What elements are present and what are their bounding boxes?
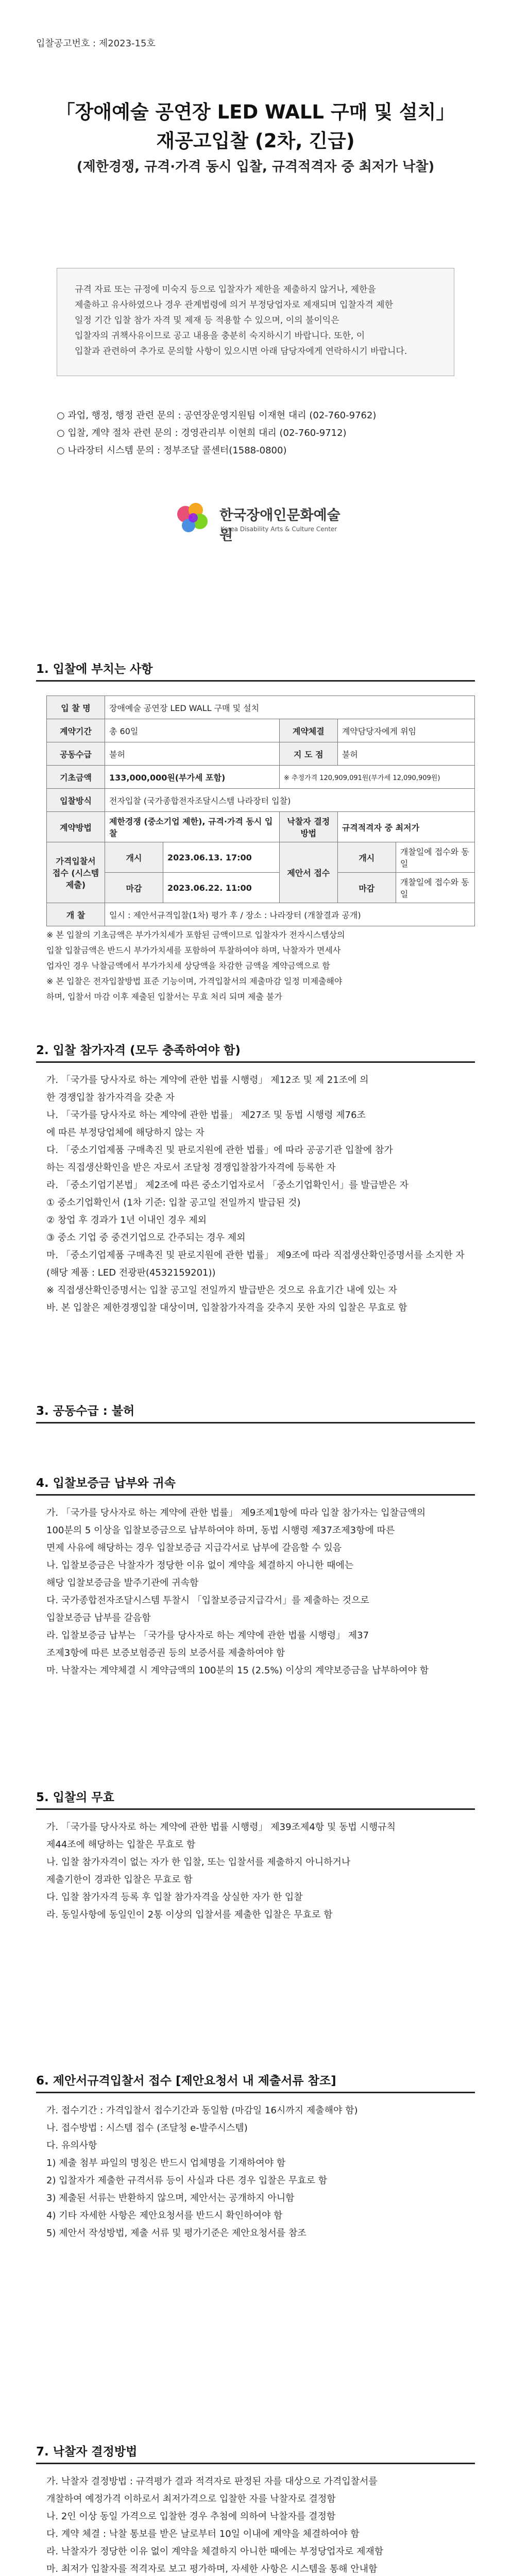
- table-cell: 개찰일에 접수와 동일: [396, 842, 474, 873]
- logo-mark-icon: [170, 495, 216, 541]
- section-1-notes: [46, 927, 475, 1005]
- table-cell: 계약담당자에게 위임: [337, 719, 474, 742]
- notice-number: 입찰공고번호 : 제2023-15호: [36, 38, 156, 49]
- para-line: 다. 계약 체결 : 낙찰 통보를 받은 날로부터 10일 이내에 계약을 체결하여야 함: [46, 2529, 360, 2539]
- title-line-1: 「장애예술 공연장 LED WALL 구매 및 설치」: [56, 101, 455, 123]
- table-cell: 불허: [337, 742, 474, 766]
- notice-box-line: 입찰자의 귀책사유이므로 공고 내용을 충분히 숙지하시기 바랍니다. 또한, 이: [75, 331, 365, 341]
- para-line: 마. 낙찰자는 계약체결 시 계약금액의 100분의 15 (2.5%) 이상의 계약보증금을 납부하여야 함: [46, 1665, 429, 1676]
- table-cell-header: 개 찰: [47, 903, 105, 926]
- section-divider: [36, 1494, 475, 1496]
- contact-line: ○ 나라장터 시스템 문의 : 정부조달 콜센터(1588-0800): [57, 445, 287, 456]
- section-title: 7. 낙찰자 결정방법: [36, 2445, 138, 2459]
- section-title: 6. 제안서규격입찰서 접수 [제안요청서 내 제출서류 참조]: [36, 2074, 336, 2088]
- table-cell-header: 마감: [337, 873, 396, 903]
- table-row: [47, 789, 475, 812]
- table-cell: 불허: [105, 742, 280, 766]
- para-line: 가. 「국가를 당사자로 하는 계약에 관한 법률 시행령」 제39조제4항 및 동법 시행규칙: [46, 1822, 396, 1833]
- para-line: 나. 접수방법 : 시스템 접수 (조달청 e-발주시스템): [46, 2123, 248, 2133]
- para-line: 가. 「국가를 당사자로 하는 계약에 관한 법률 시행령」 제12조 및 제 21조에 의: [46, 1075, 369, 1086]
- contact-line: ○ 입찰, 계약 절차 관련 문의 : 경영관리부 이현희 대리 (02-760-9712): [57, 428, 347, 438]
- section-6-body: [46, 2102, 475, 2242]
- section-7-body: [46, 2473, 475, 2576]
- para-line: 100분의 5 이상을 입찰보증금으로 납부하여야 하며, 동법 시행령 제37조제3항에 따른: [46, 1525, 395, 1536]
- note-line: ※ 본 입찰은 전자입찰방법 표준 기능이며, 가격입찰서의 제출마감 일정 미제출해야: [46, 976, 343, 986]
- section-title: 3. 공동수급 : 불허: [36, 1404, 135, 1418]
- para-line: 에 따른 부정당업체에 해당하지 않는 자: [46, 1127, 205, 1138]
- section-divider: [36, 1808, 475, 1810]
- para-line: 다. 유의사항: [46, 2140, 97, 2151]
- table-cell-header: 계약방법: [47, 812, 105, 842]
- table-cell-header: 낙찰자 결정방법: [279, 812, 337, 842]
- table-cell-header: 계약체결: [279, 719, 337, 742]
- table-cell-header: 개시: [337, 842, 396, 873]
- section-divider: [36, 1061, 475, 1063]
- logo-name-en: Korea Disability Arts & Culture Center: [220, 526, 337, 533]
- table-row: [47, 903, 475, 926]
- para-line: ※ 직접생산확인증명서는 입찰 공고일 전일까지 발급받은 것으로 유효기간 내에 있는 자: [46, 1285, 397, 1296]
- para-line: 라. 낙찰자가 정당한 이유 없이 계약을 체결하지 아니한 때에는 부정당업자로 제재함: [46, 2546, 384, 2557]
- para-line: 다. 「중소기업제품 구매촉진 및 판로지원에 관한 법률」에 따라 공공기관 입찰에 참가: [46, 1145, 393, 1156]
- note-line: 입찰 입찰금액은 반드시 부가가치세를 포함하여 투찰하여야 하며, 낙찰자가 면세사: [46, 945, 341, 955]
- table-cell-header: 제안서 접수: [279, 842, 337, 903]
- title-block: [36, 98, 475, 178]
- table-cell-header: 계약기간: [47, 719, 105, 742]
- para-line: 제출기한이 경과한 입찰은 무효로 함: [46, 1874, 193, 1885]
- bid-spec-table: [46, 696, 475, 926]
- para-line: 가. 「국가를 당사자로 하는 계약에 관한 법률」 제9조제1항에 따라 입찰 참가자는 입찰금액의: [46, 1507, 426, 1518]
- table-cell-header: 입찰방식: [47, 789, 105, 812]
- section-title: 5. 입찰의 무효: [36, 1791, 114, 1804]
- para-line: 1) 제출 첨부 파일의 명칭은 반드시 업체명을 기재하여야 함: [46, 2158, 286, 2168]
- para-line: 조제3항에 따른 보증보험증권 등의 보증서를 제출하여야 함: [46, 1648, 285, 1658]
- notice-box: [57, 268, 454, 376]
- table-cell: 전자입찰 (국가종합전자조달시스템 나라장터 입찰): [105, 789, 475, 812]
- table-cell-header: 입 찰 명: [47, 696, 105, 719]
- section-4-body: [46, 1504, 475, 1680]
- section-divider: [36, 680, 475, 682]
- table-cell: 총 60일: [105, 719, 280, 742]
- para-line: 제44조에 해당하는 입찰은 무효로 함: [46, 1839, 196, 1850]
- section-title: 2. 입찰 참가자격 (모두 충족하여야 함): [36, 1044, 241, 1057]
- table-row: [47, 719, 475, 742]
- para-line: 3) 제출된 서류는 반환하지 않으며, 제안서는 공개하지 아니함: [46, 2193, 295, 2204]
- note-line: ※ 본 입찰의 기초금액은 부가가치세가 포함된 금액이므로 입찰자가 전자시스템상의: [46, 930, 345, 940]
- para-line: 나. 「국가를 당사자로 하는 계약에 관한 법률」 제27조 및 동법 시행령 제76조: [46, 1110, 366, 1121]
- notice-box-line: 일정 기간 입찰 참가 자격 및 제재 등 적용할 수 있으며, 이의 불이익은: [75, 315, 339, 326]
- section-divider: [36, 2463, 475, 2464]
- para-line: 라. 「중소기업기본법」 제2조에 따른 중소기업자로서 「중소기업확인서」를 발급받은 자: [46, 1180, 409, 1191]
- table-cell-header: 기초금액: [47, 766, 105, 789]
- table-row: [47, 742, 475, 766]
- table-cell-header: 마감: [105, 873, 163, 903]
- table-row: [47, 873, 475, 903]
- table-row: [47, 766, 475, 789]
- para-line: 나. 입찰보증금은 낙찰자가 정당한 이유 없이 계약을 체결하지 아니한 때에는: [46, 1560, 354, 1571]
- table-row: [47, 812, 475, 842]
- para-line: 가. 접수기간 : 가격입찰서 접수기간과 동일함 (마감일 16시까지 제출해야 함): [46, 2105, 358, 2116]
- para-line: 다. 입찰 참가자격 등록 후 입찰 참가자격을 상실한 자가 한 입찰: [46, 1892, 303, 1903]
- para-line: ① 중소기업확인서 (1차 기준: 입찰 공고일 전일까지 발급된 것): [46, 1197, 301, 1208]
- note-line: 하며, 입찰서 마감 이후 제출된 입찰서는 무효 처리 되며 제출 불가: [46, 992, 282, 1002]
- table-row: [47, 842, 475, 873]
- para-line: 나. 2인 이상 동일 가격으로 입찰한 경우 추첨에 의하여 낙찰자를 결정함: [46, 2511, 336, 2522]
- para-line: 한 경쟁입찰 참가자격을 갖춘 자: [46, 1092, 175, 1103]
- contact-info: [57, 407, 458, 460]
- section-5-body: [46, 1819, 475, 1924]
- notice-box-line: 제출하고 유사하였으나 경우 관계법령에 의거 부정당업자로 제재되며 입찰자격 제한: [75, 300, 393, 310]
- para-line: 나. 입찰 참가자격이 없는 자가 한 입찰, 또는 입찰서를 제출하지 아니하거나: [46, 1857, 351, 1868]
- table-cell: 장애예술 공연장 LED WALL 구매 및 설치: [105, 696, 475, 719]
- para-line: (해당 제품 : LED 전광판(4532159201)): [46, 1267, 216, 1278]
- para-line: 마. 최저가 입찰자를 적격자로 보고 평가하며, 자세한 사항은 시스템을 통해 안내함: [46, 2564, 378, 2574]
- section-divider: [36, 1422, 475, 1423]
- para-line: 마. 「중소기업제품 구매촉진 및 판로지원에 관한 법률」 제9조에 따라 직접생산확인증명서를 소지한 자: [46, 1250, 465, 1261]
- table-cell: 개찰일에 접수와 동일: [396, 873, 474, 903]
- table-cell: 2023.06.13. 17:00: [163, 842, 280, 873]
- para-line: 개찰하여 예정가격 이하로서 최저가격으로 입찰한 자를 낙찰자로 결정함: [46, 2494, 336, 2504]
- para-line: 면제 사유에 해당하는 경우 입찰보증금 지급각서로 납부에 갈음할 수 있음: [46, 1543, 342, 1553]
- notice-box-line: 규격 자료 또는 규정에 미숙지 등으로 입찰자가 제한을 제출하지 않거나, 제한을: [75, 284, 376, 295]
- table-cell: 규격적격자 중 최저가: [337, 812, 474, 842]
- title-line-3: (제한경쟁, 규격·가격 동시 입찰, 규격적격자 중 최저가 낙찰): [76, 159, 435, 175]
- table-cell: 일시 : 제안서규격입찰(1차) 평가 후 / 장소 : 나라장터 (개찰결과 공개): [105, 903, 475, 926]
- organization-logo: [170, 495, 345, 546]
- contact-line: ○ 과업, 행정, 행정 관련 문의 : 공연장운영지원팀 이재현 대리 (02-760-9762): [57, 410, 377, 421]
- section-2-body: [46, 1072, 475, 1317]
- para-line: 라. 입찰보증금 납부는 「국가를 당사자로 하는 계약에 관한 법률 시행령」 제37: [46, 1630, 369, 1641]
- table-cell-header: 지 도 점: [279, 742, 337, 766]
- para-line: 라. 동일사항에 동일인이 2통 이상의 입찰서를 제출한 입찰은 무효로 함: [46, 1909, 333, 1920]
- para-line: 2) 입찰자가 제출한 규격서류 등이 사실과 다른 경우 입찰은 무효로 함: [46, 2175, 328, 2186]
- para-line: 해당 입찰보증금을 발주기관에 귀속함: [46, 1578, 199, 1588]
- table-cell: 제한경쟁 (중소기업 제한), 규격·가격 동시 입찰: [105, 812, 280, 842]
- logo-name-ko: 한국장애인문화예술원: [219, 507, 340, 544]
- section-title: 4. 입찰보증금 납부와 귀속: [36, 1477, 176, 1490]
- para-line: 다. 국가종합전자조달시스템 투찰시 「입찰보증금지급각서」를 제출하는 것으로: [46, 1595, 369, 1606]
- para-line: 입찰보증금 납부를 갈음함: [46, 1613, 151, 1623]
- table-cell: 2023.06.22. 11:00: [163, 873, 280, 903]
- section-title: 1. 입찰에 부치는 사항: [36, 663, 153, 676]
- para-line: 가. 낙찰자 결정방법 : 규격평가 결과 적격자로 판정된 자를 대상으로 가격입찰서를: [46, 2476, 378, 2487]
- para-line: 4) 기타 자세한 사항은 제안요청서를 반드시 확인하여야 함: [46, 2210, 283, 2221]
- table-cell-header: 공동수급: [47, 742, 105, 766]
- table-cell-header: 가격입찰서 접수 (시스템 제출): [47, 842, 105, 903]
- para-line: 바. 본 입찰은 제한경쟁입찰 대상이며, 입찰참가자격을 갖추지 못한 자의 입찰은 무효로 함: [46, 1302, 407, 1313]
- para-line: 5) 제안서 작성방법, 제출 서류 및 평가기준은 제안요청서를 참조: [46, 2228, 306, 2239]
- section-divider: [36, 2092, 475, 2093]
- table-row: [47, 696, 475, 719]
- title-line-2: 재공고입찰 (2차, 긴급): [156, 130, 355, 152]
- para-line: 하는 직접생산확인을 받은 자로서 조달청 경쟁입찰참가자격에 등록한 자: [46, 1162, 336, 1173]
- note-line: 업자인 경우 낙찰금액에서 부가가치세 상당액을 차감한 금액을 계약금액으로 함: [46, 961, 330, 971]
- para-line: ② 창업 후 경과가 1년 이내인 경우 제외: [46, 1215, 207, 1226]
- notice-box-line: 입찰과 관련하여 추가로 문의할 사항이 있으시면 아래 담당자에게 연락하시기 바랍니다.: [75, 346, 407, 357]
- para-line: ③ 중소 기업 중 중견기업으로 간주되는 경우 제외: [46, 1232, 246, 1243]
- table-cell: 133,000,000원(부가세 포함): [105, 766, 280, 789]
- table-cell: ※ 추정가격 120,909,091원(부가세 12,090,909원): [279, 766, 474, 789]
- table-cell-header: 개시: [105, 842, 163, 873]
